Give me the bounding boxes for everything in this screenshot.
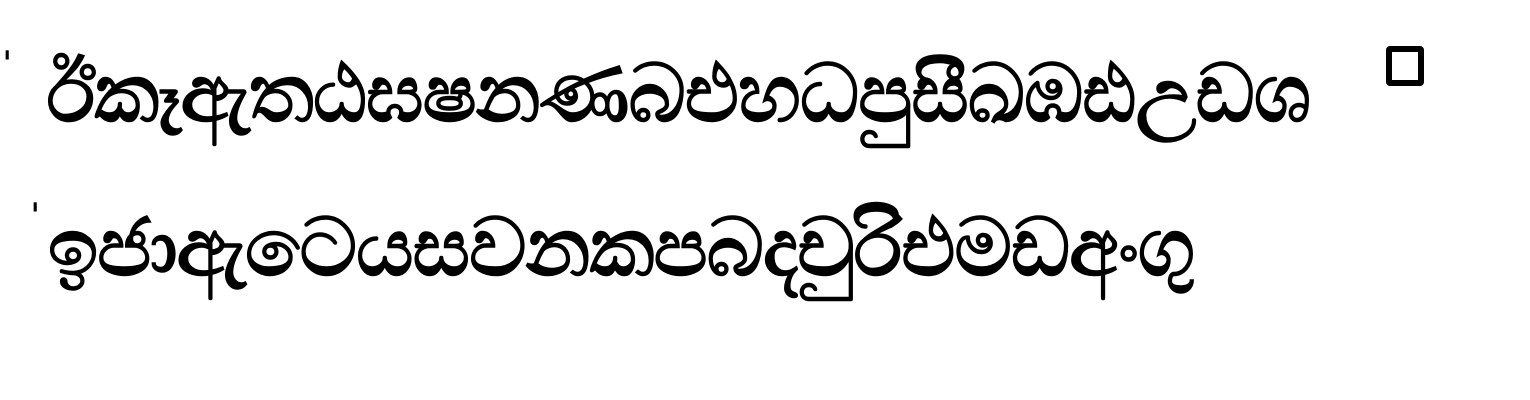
line-1-marker: ˈ xyxy=(2,45,13,85)
specimen-line-1 xyxy=(0,44,1530,184)
specimen-line-2 xyxy=(0,198,1530,338)
missing-glyph-box-icon xyxy=(1386,46,1424,86)
line-2-glyphs: ඉජාඇටෙයසවනකපබදචුරිඑමඩඅංගු xyxy=(48,201,1194,294)
line-2-marker: ˈ xyxy=(30,198,41,237)
line-1-glyphs: ඊකෑඇතඨඝෂනණබඑහධපුසීඛඹඪඋඩශ xyxy=(46,47,1310,140)
